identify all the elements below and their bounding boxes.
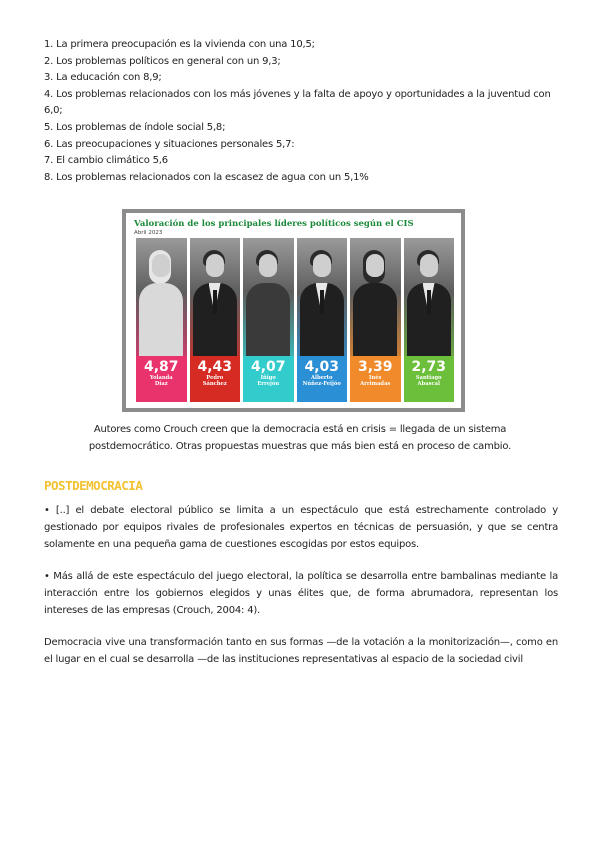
- leader-portrait: [190, 238, 241, 358]
- leader-score: 2,73: [411, 359, 447, 375]
- leader-card: [350, 238, 401, 402]
- leader-first-name: Pedro: [206, 375, 224, 381]
- figure-caption: Autores como Crouch creen que la democracia está en crisis = llegada de un sistema postdemocrático. Otras propuestas muestras que más bien está en proceso de cambio.: [88, 424, 512, 452]
- leader-first-name: Yolanda: [149, 375, 173, 381]
- preocupaciones-list: [44, 37, 558, 186]
- leader-last-name: Núñez-Feijóo: [302, 381, 341, 387]
- leader-score: 4,43: [197, 359, 233, 375]
- leader-score: 3,39: [357, 359, 393, 375]
- leader-score-box: [243, 356, 294, 402]
- list-item: 2. Los problemas políticos en general con un 9,3;: [44, 55, 281, 67]
- list-item: 3. La educación con 8,9;: [44, 72, 162, 84]
- leader-portrait: [243, 238, 294, 358]
- leader-score-box: [350, 356, 401, 402]
- leader-score: 4,07: [250, 359, 286, 375]
- figure-date: Abril 2023: [134, 230, 163, 236]
- list-item: 4. Los problemas relacionados con los más jóvenes y la falta de apoyo y oportunidades a la juventud con 6,0;: [44, 88, 551, 117]
- leader-score-box: [136, 356, 187, 402]
- leader-last-name: Abascal: [417, 381, 440, 387]
- leader-portrait: [350, 238, 401, 358]
- leader-first-name: Inés: [369, 375, 382, 381]
- leader-portrait: [297, 238, 348, 358]
- paragraph: • [..] el debate electoral público se limita a un espectáculo que está estrechamente controlado y gestionado por equipos rivales de profesionales expertos en técnicas de persuasión, y que se centra solamente en una pequeña gama de cuestiones escogidas por estos equipos.: [44, 505, 558, 551]
- list-item: 7. El cambio climático 5,6: [44, 155, 168, 167]
- leader-last-name: Arrimadas: [360, 381, 391, 387]
- paragraph: • Más allá de este espectáculo del juego electoral, la política se desarrolla entre bambalinas mediante la interacción entre los gobiernos elegidos y unas élites que, de forma abrumadora, representan los intereses de las empresas (Crouch, 2004: 4).: [44, 571, 558, 617]
- list-item: 1. La primera preocupación es la vivienda con una 10,5;: [44, 39, 315, 50]
- leader-card: [136, 238, 187, 402]
- figure-title: Valoración de los principales líderes políticos según el CIS: [134, 219, 414, 229]
- leader-score: 4,03: [304, 359, 340, 375]
- leader-score: 4,87: [143, 359, 179, 375]
- leader-first-name: Íñigo: [260, 375, 276, 381]
- leader-last-name: Sánchez: [202, 381, 227, 387]
- leader-cards: [136, 238, 454, 402]
- leader-portrait: [404, 238, 455, 358]
- list-item: 8. Los problemas relacionados con la escasez de agua con un 5,1%: [44, 171, 369, 183]
- leader-first-name: Alberto: [310, 375, 333, 381]
- leaders-rating-figure: [122, 209, 465, 412]
- list-item: 6. Las preocupaciones y situaciones personales 5,7:: [44, 138, 295, 150]
- leader-card: [243, 238, 294, 402]
- leader-card: [297, 238, 348, 402]
- list-item: 5. Los problemas de índole social 5,8;: [44, 121, 226, 133]
- leader-first-name: Santiago: [415, 375, 442, 381]
- leader-card: [190, 238, 241, 402]
- leader-last-name: Errejón: [257, 381, 280, 387]
- leader-last-name: Díaz: [154, 381, 168, 387]
- leader-score-box: [297, 356, 348, 402]
- leader-score-box: [190, 356, 241, 402]
- paragraph: Democracia vive una transformación tanto en sus formas —de la votación a la monitorización—, como en el lugar en el cual se desarrolla —de las instituciones representativas al espacio de la sociedad civil: [44, 637, 558, 666]
- leader-score-box: [404, 356, 455, 402]
- section-heading: POSTDEMOCRACIA: [44, 478, 143, 493]
- leader-card: [404, 238, 455, 402]
- leader-portrait: [136, 238, 187, 358]
